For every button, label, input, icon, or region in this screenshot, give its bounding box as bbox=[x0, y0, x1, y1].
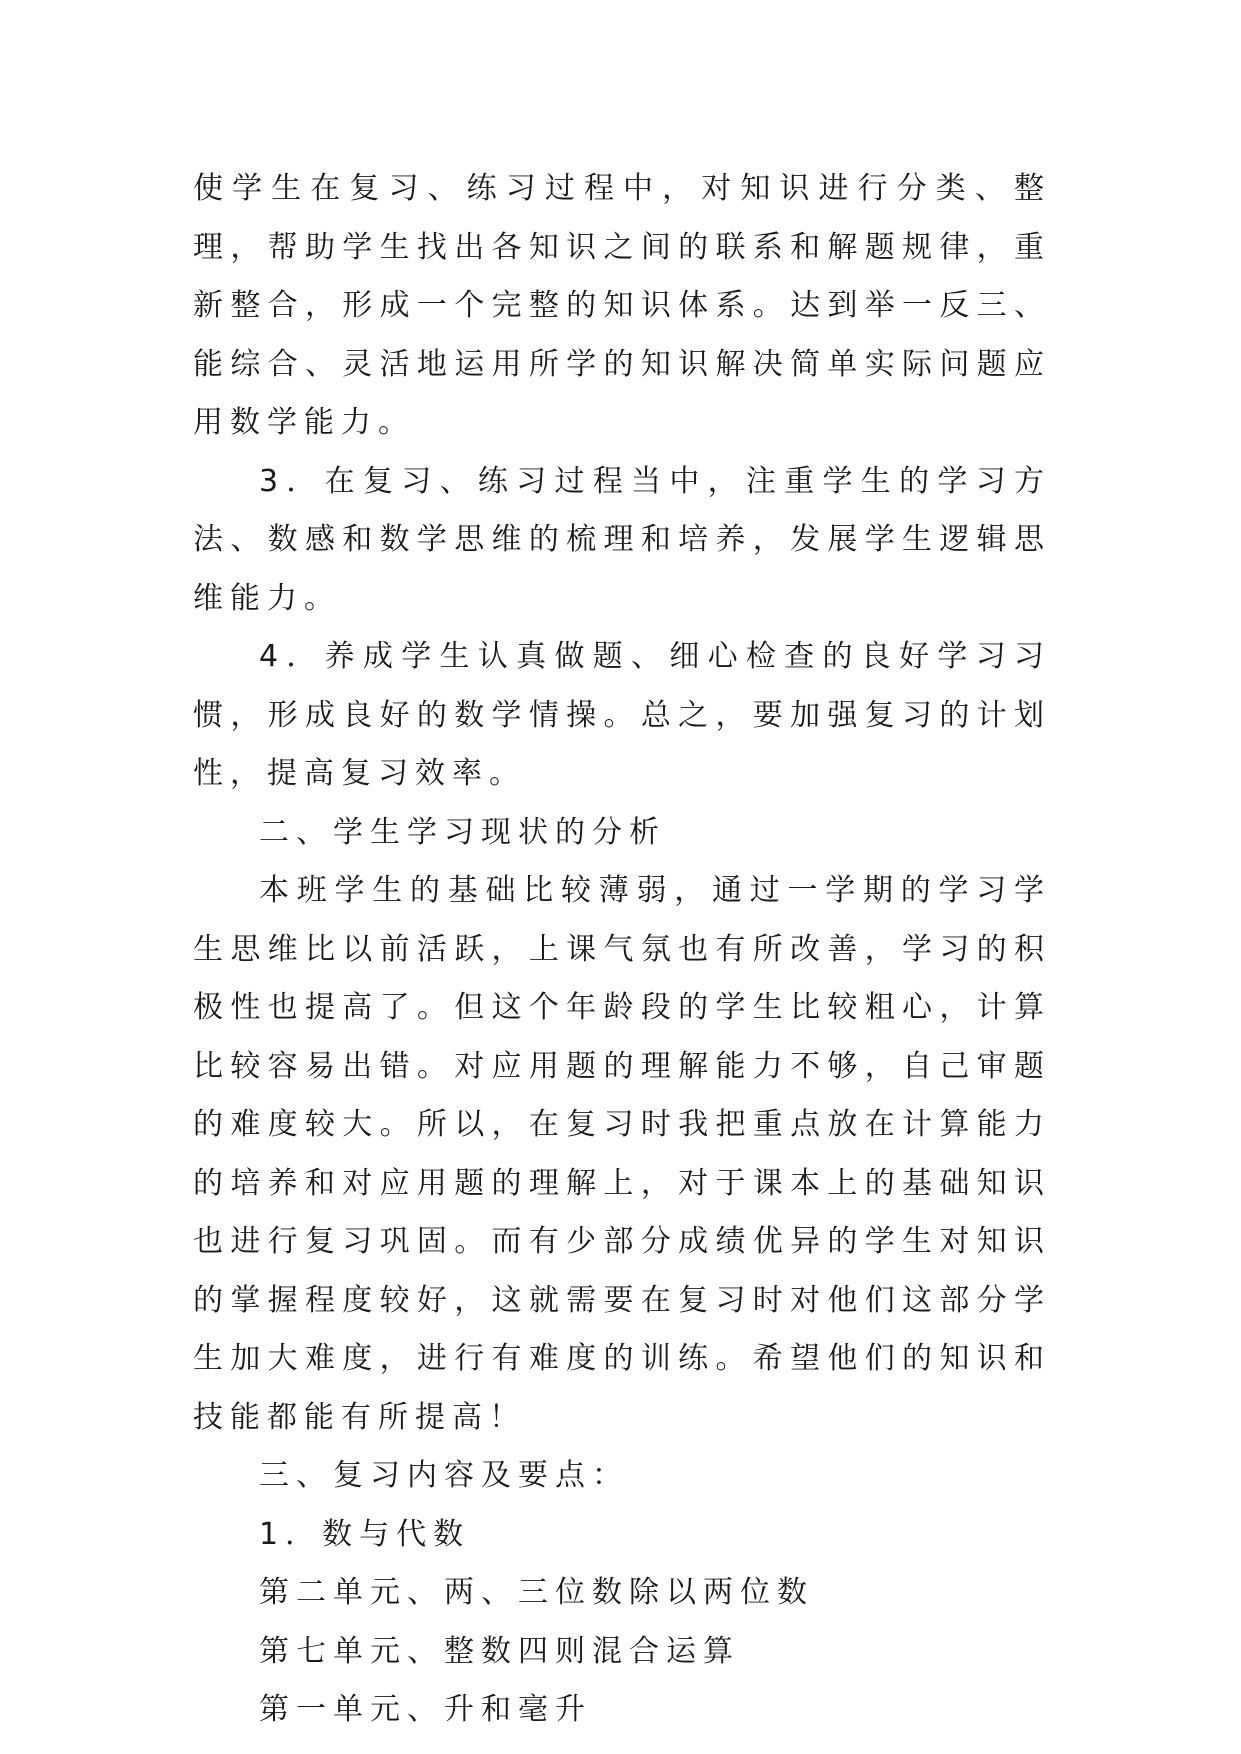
subheading-numbers-algebra: 1．数与代数 bbox=[259, 1516, 471, 1552]
unit-item-1: 第一单元、升和毫升 bbox=[259, 1692, 592, 1727]
section-heading-2: 二、学生学习现状的分析 bbox=[259, 814, 666, 850]
paragraph-item-4: 4．养成学生认真做题、细心检查的良好学习习惯，形成良好的数学情操。总之，要加强复习的计划性，提高复习效率。 bbox=[193, 639, 1051, 791]
paragraph-review-goals: 使学生在复习、练习过程中，对知识进行分类、整理，帮助学生找出各知识之间的联系和解题规律，重新整合，形成一个完整的知识体系。达到举一反三、能综合、灵活地运用所学的知识解决简单实际问题应用数学能力。 bbox=[193, 171, 1051, 440]
section-heading-3: 三、复习内容及要点： bbox=[259, 1458, 629, 1493]
paragraph-item-3: 3．在复习、练习过程当中，注重学生的学习方法、数感和数学思维的梳理和培养，发展学生逻辑思维能力。 bbox=[193, 463, 1051, 616]
unit-item-2: 第二单元、两、三位数除以两位数 bbox=[259, 1575, 814, 1610]
paragraph-student-analysis: 本班学生的基础比较薄弱，通过一学期的学习学生思维比以前活跃，上课气氛也有所改善，学习的积极性也提高了。但这个年龄段的学生比较粗心，计算比较容易出错。对应用题的理解能力不够，自己审题的难度较大。所以，在复习时我把重点放在计算能力的培养和对应用题的理解上，对于课本上的基础知识也进行复习巩固。而有少部分成绩优异的学生对知识的掌握程度较好，这就需要在复习时对他们这部分学生加大难度，进行有难度的训练。希望他们的知识和技能都能有所提高！ bbox=[193, 873, 1051, 1435]
document-body bbox=[193, 160, 1051, 1740]
unit-item-7: 第七单元、整数四则混合运算 bbox=[259, 1633, 740, 1669]
